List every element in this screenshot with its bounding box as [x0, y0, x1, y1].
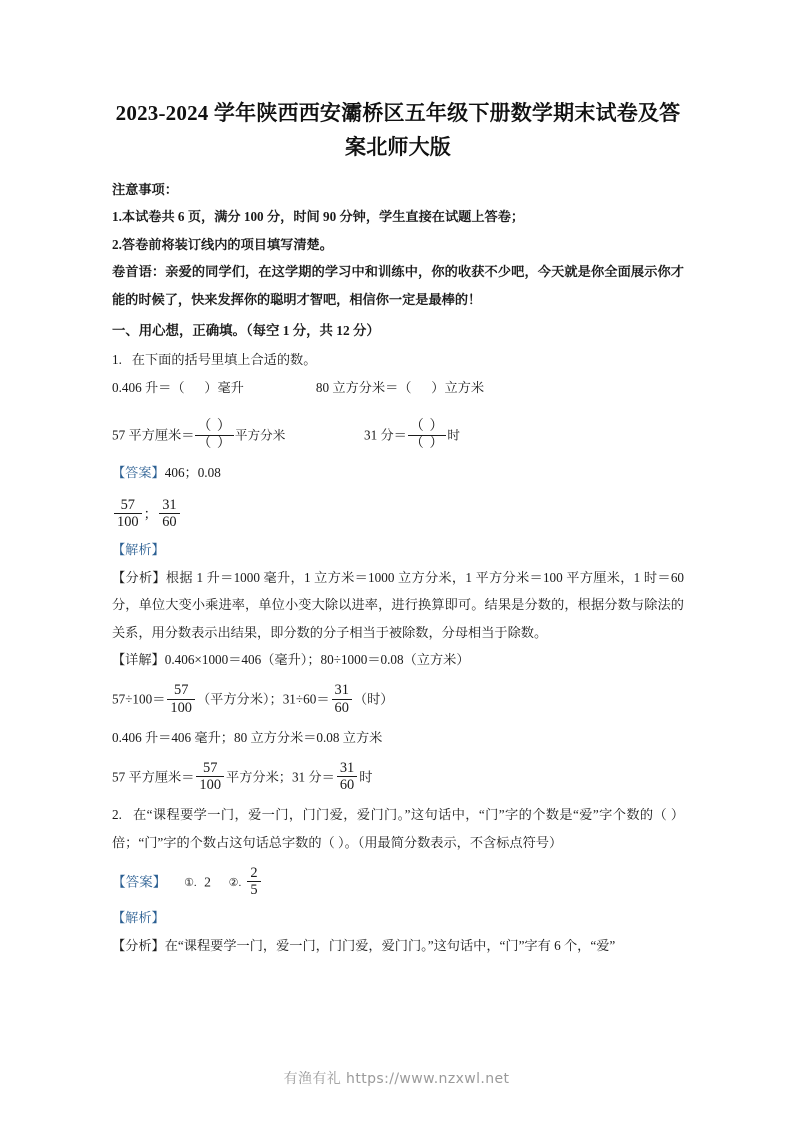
- footer-watermark: [0, 1068, 793, 1088]
- answer-label: 【答案】: [112, 465, 165, 481]
- question-1-stem-text: 在下面的括号里填上合适的数。: [131, 352, 317, 368]
- question-1-detail-text-1: 0.406×1000＝406（毫升）；80÷1000＝0.08（立方米）: [164, 652, 470, 668]
- conv-d-tail: 时: [447, 428, 460, 443]
- question-1-analysis: [112, 564, 684, 646]
- analysis-label: 【分析】: [112, 569, 166, 585]
- question-1-answer-text: 406；0.08: [164, 465, 221, 481]
- answer-fraction-1-numerator: 57: [114, 497, 142, 514]
- detail-4-part-b: 平方分米；31 分＝: [226, 769, 335, 785]
- conv-c: [112, 420, 285, 451]
- answer-fraction-1: [114, 497, 142, 530]
- answer-item-2-marker: ②.: [228, 877, 242, 890]
- question-2-analysis-tag: [112, 904, 684, 931]
- question-1-detail-line-1: [112, 646, 684, 673]
- detail-2-part-a: 57÷100＝: [112, 692, 166, 708]
- detail-4-part-c: 时: [359, 769, 373, 785]
- answer-item-1-value: 2: [204, 874, 211, 890]
- section-heading-1: 一、用心想，正确填。（每空 1 分，共 12 分）: [112, 323, 380, 339]
- answer-item-2-numerator: 2: [247, 865, 260, 882]
- question-1-detail-line-2: [112, 676, 684, 722]
- detail-2-fraction-a: [167, 682, 195, 715]
- detail-2-fraction-a-denominator: 100: [170, 699, 192, 716]
- detail-2-part-b: （平方分米）；31÷60＝: [197, 692, 330, 708]
- conv-c-blank-fraction: [195, 420, 234, 451]
- detail-4-part-a: 57 平方厘米＝: [112, 769, 195, 785]
- detail-label: 【详解】: [112, 652, 165, 668]
- question-1-fraction-conversion-row: [112, 407, 684, 457]
- question-1-analysis-text: 根据 1 升＝1000 毫升，1 立方米＝1000 立方分米，1 平方分米＝100 平方厘米，1 时＝60 分，单位大变小乘进率，单位小变大除以进率，进行换算即可。结果是分数的，根据分数与除法的关系，用分数表示出结果，即分数的分子相当于被除数，分母相当于除数。: [112, 569, 685, 640]
- conv-d-lead: 31 分: [364, 427, 394, 443]
- conv-d: [364, 420, 460, 451]
- question-1-stem: [112, 346, 684, 373]
- conv-b-right: ）立方米: [431, 379, 485, 395]
- conv-a-left: 0.406 升＝（: [112, 379, 185, 395]
- answer-fraction-separator: ；: [143, 506, 158, 522]
- detail-4-fraction-a-numerator: 57: [196, 760, 224, 777]
- question-2-answer-row: [112, 858, 684, 900]
- question-2-answer-label: 【答案】: [112, 874, 167, 890]
- analysis-tag-label: 【解析】: [112, 542, 165, 558]
- detail-2-fraction-b: [332, 682, 352, 715]
- answer-item-2-fraction: [247, 865, 260, 898]
- answer-item-2-denominator: 5: [250, 881, 258, 898]
- question-1-answer-line: [112, 459, 684, 486]
- question-1-analysis-tag: [112, 536, 684, 563]
- question-1-number: 1.: [112, 352, 122, 368]
- conv-b-left: 80 立方分米＝（: [315, 379, 412, 395]
- detail-4-fraction-a: [196, 760, 224, 793]
- notice-item-1: 1.本试卷共 6 页，满分 100 分，时间 90 分钟，学生直接在试题上答卷；: [112, 209, 525, 225]
- notice-heading: 注意事项：: [112, 182, 178, 198]
- detail-4-fraction-a-denominator: 100: [199, 777, 222, 794]
- detail-2-fraction-b-numerator: 31: [332, 682, 352, 699]
- detail-2-part-c: （时）: [353, 692, 394, 708]
- conv-c-numerator: （ ）: [197, 419, 232, 435]
- conv-c-denominator: （ ）: [197, 436, 232, 452]
- detail-4-fraction-b-numerator: 31: [337, 760, 357, 777]
- conv-d-blank-fraction: [408, 420, 447, 451]
- question-2-analysis: [112, 932, 684, 959]
- question-2-stem-text: 在“课程要学一门，爱一门，门门爱，爱门门。”这句话中，“门”字的个数是“爱”字个数的（ ）倍；“门”字的个数占这句话总字数的（ ）。（用最简分数表示，不含标点符号）: [112, 807, 685, 850]
- conv-d-denominator: （ ）: [409, 436, 445, 452]
- detail-2-fraction-b-denominator: 60: [334, 699, 349, 716]
- answer-fraction-1-denominator: 100: [117, 514, 139, 531]
- conv-d-numerator: （ ）: [409, 419, 445, 435]
- detail-4-fraction-b-denominator: 60: [339, 777, 355, 794]
- question-2-analysis-label: 【分析】: [112, 937, 165, 953]
- conv-c-tail: 平方分米: [234, 428, 286, 443]
- footer-brand: 有渔有礼: [283, 1071, 342, 1087]
- footer-url: https://www.nzxwl.net: [346, 1071, 510, 1087]
- page-title: 2023-2024 学年陕西西安灞桥区五年级下册数学期末试卷及答案北师大版: [115, 101, 681, 160]
- question-1-conversion-row-a: [112, 374, 684, 401]
- answer-fraction-2-numerator: 31: [159, 497, 179, 514]
- question-1-detail-line-4: [112, 753, 684, 799]
- conv-c-equals: ＝: [181, 427, 195, 443]
- question-2-analysis-tag-label: 【解析】: [112, 910, 165, 926]
- detail-4-fraction-b: [337, 760, 357, 793]
- answer-fraction-2-denominator: 60: [162, 514, 177, 531]
- question-2-analysis-text: 在“课程要学一门，爱一门，门门爱，爱门门。”这句话中，“门”字有 6 个，“爱”: [164, 937, 616, 953]
- question-2-stem: [112, 801, 684, 856]
- preface-text: 卷首语：亲爱的同学们，在这学期的学习中和训练中，你的收获不少吧，今天就是你全面展示你才能的时候了，快来发挥你的聪明才智吧，相信你一定是最棒的！: [112, 264, 684, 307]
- question-1-answer-fractions: [112, 488, 684, 532]
- document-content: [112, 96, 684, 959]
- question-2-number: 2.: [112, 807, 122, 823]
- conv-c-lead: 57 平方厘米: [112, 427, 182, 443]
- detail-2-fraction-a-numerator: 57: [167, 682, 195, 699]
- notice-item-2: 2.答卷前将装订线内的项目填写清楚。: [112, 236, 333, 252]
- question-1-detail-line-3: 0.406 升＝406 毫升；80 立方分米＝0.08 立方米: [112, 729, 383, 745]
- conv-d-equals: ＝: [393, 427, 407, 443]
- conv-a-right: ）毫升: [204, 379, 244, 395]
- answer-item-1-marker: ①.: [184, 877, 197, 890]
- answer-fraction-2: [159, 497, 179, 530]
